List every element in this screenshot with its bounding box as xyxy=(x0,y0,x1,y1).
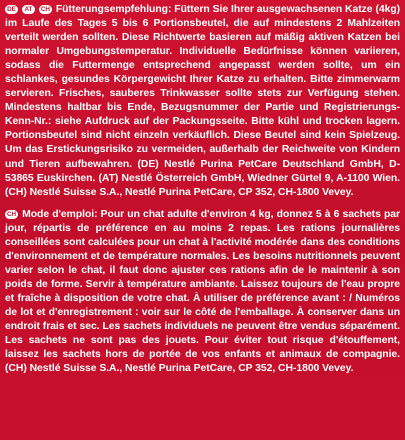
german-feeding-heading: Fütterungsempfehlung: xyxy=(55,4,172,15)
french-feeding-text: Pour un chat adulte d'environ 4 kg, donnez 5 à 6 sachets par jour, répartis de préférence en au moins 2 repas. Les rations journalières conseillées sont calculées pour un chat à l'activité modérée dans des conditions d'environnement et de température normales. Les besoins nutritionnels peuvent varier selon le chat, il faut donc ajuster ces rations afin de le maintenir à son poids de forme. Servir à température ambiante. Laissez toujours de l'eau propre et fraîche à disposition de votre chat. À utiliser de préférence avant : / Numéros de lot et d'enregistrement : voir sur le côté de l'emballage. À conserver dans un endroit frais et sec. Les sachets individuels ne peuvent être vendus séparément. Les sachets ne sont pas des jouets. Pour éviter tout risque d'étouffement, laissez les sachets hors de portée de vos enfants et animaux de compagnie. (CH) Nestlé Suisse S.A., Nestlé Purina PetCare, CP 352, CH-1800 Vevey. xyxy=(5,208,400,375)
french-feeding-heading: Mode d'emploi: xyxy=(22,208,98,220)
german-feeding-section xyxy=(5,3,400,200)
german-feeding-text: Füttern Sie Ihrer ausgewachsenen Katze (4kg) im Laufe des Tages 5 bis 6 Portionsbeutel, die auf mindestens 2 Mahlzeiten verteilt werden sollten. Diese Richtwerte basieren auf mäßig aktiven Katzen bei normaler Umgebungstemperatur. Individuelle Bedürfnisse können variieren, sodass die Futtermenge entsprechend angepasst werden sollte, um ein schlankes, gesundes Körpergewicht Ihrer Katze zu erhalten. Bitte zimmerwarm servieren. Frisches, sauberes Trinkwasser sollte stets zur Verfügung stehen. Mindestens haltbar bis Ende, Bezugsnummer der Partie und Registrierungs-Kenn-Nr.: siehe Aufdruck auf der Packungsseite. Bitte kühl und trocken lagern. Portionsbeutel sind nicht einzeln verkäuflich. Diese Beutel sind kein Spielzeug. Um das Erstickungsrisiko zu vermeiden, außerhalb der Reichweite von Kindern und Tieren aufbewahren. (DE) Nestlé Purina PetCare Deutschland GmbH, D-53865 Euskirchen. (AT) Nestlé Österreich GmbH, Wiedner Gürtel 9, A-1100 Wien. (CH) Nestlé Suisse S.A., Nestlé Purina PetCare, CP 352, CH-1800 Vevey. xyxy=(5,4,401,198)
country-badge-de: DE xyxy=(5,5,18,14)
country-badge-at: AT xyxy=(22,5,35,14)
country-badge-ch: CH xyxy=(40,6,50,13)
french-feeding-section xyxy=(5,208,400,377)
country-badge-ch-french: CH xyxy=(6,210,17,218)
